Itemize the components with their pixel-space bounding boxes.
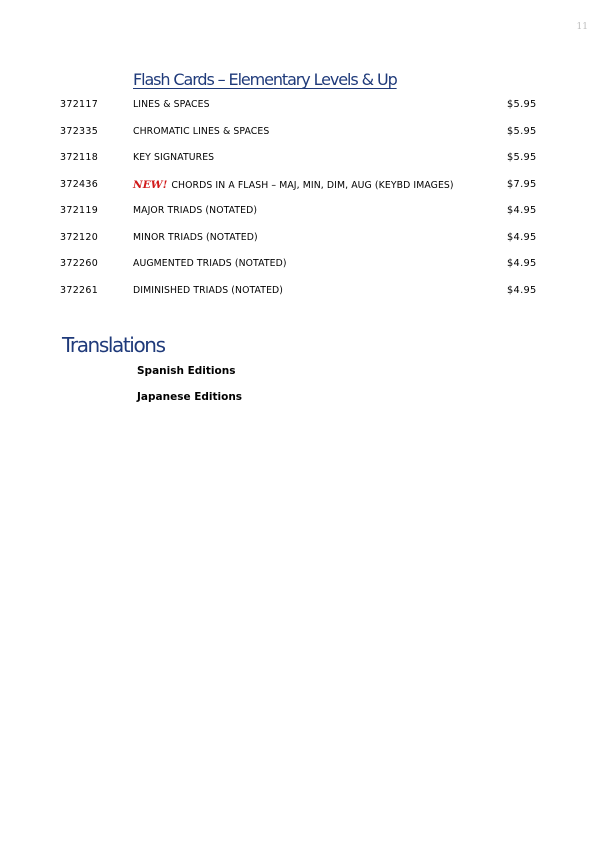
list-item xyxy=(0,177,612,204)
flash-cards-list xyxy=(0,97,612,309)
item-price: $4.95 xyxy=(507,205,537,216)
item-description: MAJOR TRIADS (NOTATED) xyxy=(133,205,258,216)
item-description: LINES & SPACES xyxy=(133,99,210,110)
item-description: MINOR TRIADS (NOTATED) xyxy=(133,231,258,243)
item-price: $4.95 xyxy=(507,284,537,296)
item-code: 372261 xyxy=(60,284,99,296)
flash-cards-heading: Flash Cards – Elementary Levels & Up xyxy=(133,70,397,89)
translation-item-japanese: Japanese Editions xyxy=(137,391,243,403)
page-number: 11 xyxy=(576,22,588,32)
item-price: $5.95 xyxy=(507,152,537,163)
translations-heading: Translations xyxy=(62,333,165,357)
list-item xyxy=(0,150,612,177)
item-description: AUGMENTED TRIADS (NOTATED) xyxy=(133,258,287,269)
list-item xyxy=(0,256,612,283)
list-item xyxy=(0,230,612,257)
item-code: 372260 xyxy=(60,258,99,269)
item-code: 372119 xyxy=(60,205,99,216)
item-code: 372436 xyxy=(60,178,99,190)
item-code: 372120 xyxy=(60,231,99,243)
item-description: CHROMATIC LINES & SPACES xyxy=(133,125,270,137)
translation-item-spanish: Spanish Editions xyxy=(137,365,236,377)
item-price: $5.95 xyxy=(507,125,537,137)
item-price: $4.95 xyxy=(507,258,537,269)
new-badge: NEW! xyxy=(133,178,168,191)
list-item xyxy=(0,124,612,151)
item-description: DIMINISHED TRIADS (NOTATED) xyxy=(133,284,284,296)
item-price: $5.95 xyxy=(507,99,537,110)
item-price: $7.95 xyxy=(507,178,537,190)
item-description: KEY SIGNATURES xyxy=(133,152,215,163)
item-code: 372118 xyxy=(60,152,99,163)
item-code: 372335 xyxy=(60,125,99,137)
item-price: $4.95 xyxy=(507,231,537,243)
list-item xyxy=(0,97,612,124)
list-item xyxy=(0,283,612,310)
list-item xyxy=(0,203,612,230)
item-code: 372117 xyxy=(60,99,99,110)
item-description: NEW! CHORDS IN A FLASH – MAJ, MIN, DIM, AUG (KEYBD IMAGES) xyxy=(133,178,454,191)
